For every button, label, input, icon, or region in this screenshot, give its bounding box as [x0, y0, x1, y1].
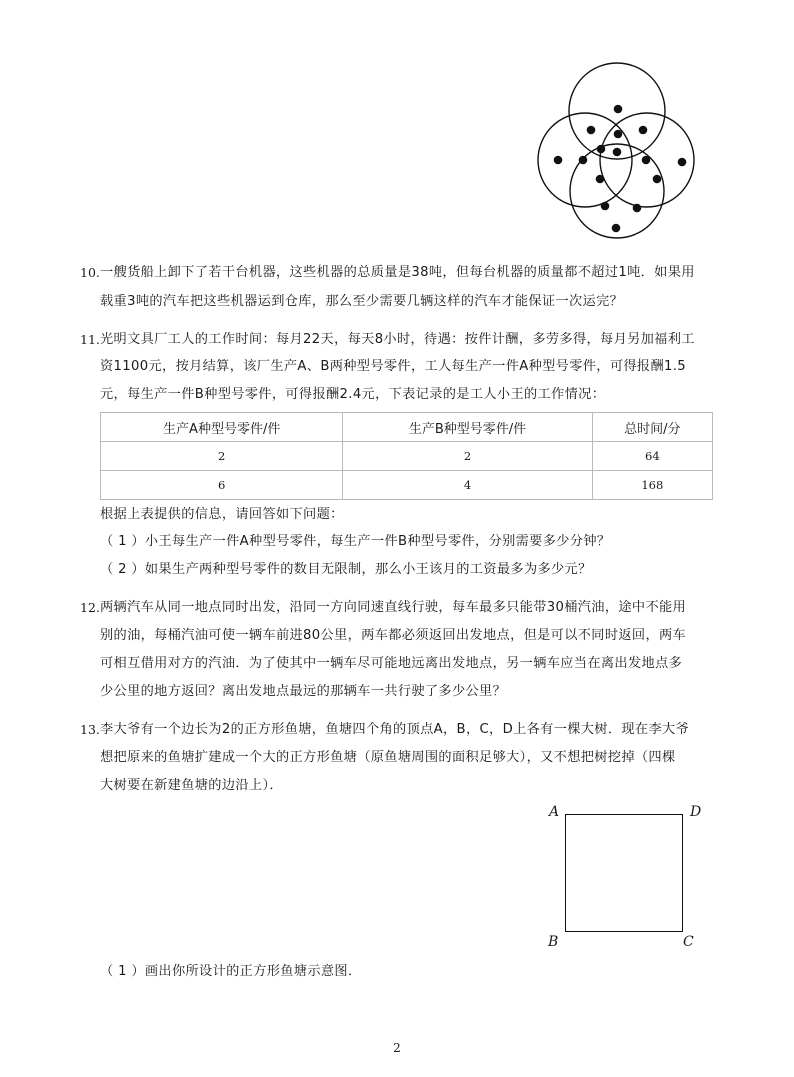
- question-11-number: 11.: [80, 332, 100, 347]
- table-header-row: [101, 413, 713, 442]
- vertex-label-c: C: [683, 934, 694, 950]
- question-12-line-3: 可相互借用对方的汽油．为了使其中一辆车尽可能地远离出发地点，另一辆车应当在离出发地点多: [100, 656, 683, 671]
- question-13-sub-1: （ 1 ）画出你所设计的正方形鱼塘示意图．: [100, 964, 362, 979]
- venn-dot: [597, 145, 606, 154]
- venn-dot: [633, 204, 642, 213]
- venn-diagram-figure: [530, 56, 702, 244]
- question-13-line-1: 李大爷有一个边长为2的正方形鱼塘，鱼塘四个角的顶点A，B，C，D上各有一棵大树．现在李大爷: [100, 722, 690, 737]
- venn-dot: [678, 158, 687, 167]
- table-cell: 2: [101, 442, 343, 471]
- vertex-label-b: B: [548, 934, 559, 950]
- table-row: [101, 471, 713, 500]
- question-13-number: 13.: [80, 722, 100, 737]
- question-11-sub-1: （ 1 ）小王每生产一件A种型号零件，每生产一件B种型号零件，分别需要多少分钟？: [100, 534, 611, 549]
- venn-dot: [613, 148, 622, 157]
- work-record-table: [100, 412, 713, 500]
- venn-dot: [614, 105, 623, 114]
- table-cell: 2: [343, 442, 592, 471]
- venn-dot: [639, 126, 648, 135]
- question-11-sub-2: （ 2 ）如果生产两种型号零件的数目无限制，那么小王该月的工资最多为多少元？: [100, 562, 592, 577]
- page-number: 2: [393, 1041, 401, 1055]
- table-cell: 4: [343, 471, 592, 500]
- question-11-line-3: 元，每生产一件B种型号零件，可得报酬2.4元，下表记录的是工人小王的工作情况：: [100, 387, 606, 402]
- question-10-line-1: 一艘货船上卸下了若干台机器，这些机器的总质量是38吨，但每台机器的质量都不超过1吨．如果用: [100, 265, 695, 280]
- question-11-line-1: 光明文具厂工人的工作时间：每月22天，每天8小时，待遇：按件计酬，多劳多得，每月另加福利工: [100, 332, 695, 347]
- question-13-line-3: 大树要在新建鱼塘的边沿上）．: [100, 778, 283, 793]
- square-pond-figure: [565, 814, 683, 932]
- vertex-label-a: A: [549, 804, 560, 820]
- table-row: [101, 442, 713, 471]
- venn-dot: [554, 156, 563, 165]
- venn-dot: [596, 175, 605, 184]
- venn-dot: [653, 175, 662, 184]
- table-header-cell: 总时间/分: [592, 413, 712, 442]
- venn-dot: [601, 202, 610, 211]
- table-cell: 6: [101, 471, 343, 500]
- venn-dot: [579, 156, 588, 165]
- table-header-cell: 生产B种型号零件/件: [343, 413, 592, 442]
- table-cell: 64: [592, 442, 712, 471]
- question-13-line-2: 想把原来的鱼塘扩建成一个大的正方形鱼塘（原鱼塘周围的面积足够大），又不想把树挖掉（四棵: [100, 750, 676, 765]
- vertex-label-d: D: [690, 804, 702, 820]
- question-10-line-2: 载重3吨的汽车把这些机器运到仓库，那么至少需要几辆这样的汽车才能保证一次运完？: [100, 294, 624, 309]
- question-12-number: 12.: [80, 600, 100, 615]
- question-12-line-2: 别的油，每桶汽油可使一辆车前进80公里，两车都必须返回出发地点，但是可以不同时返回，两车: [100, 628, 687, 643]
- question-11-line-2: 资1100元，按月结算，该厂生产A、B两种型号零件，工人每生产一件A种型号零件，可得报酬1.5: [100, 359, 687, 374]
- table-cell: 168: [592, 471, 712, 500]
- venn-dot: [642, 156, 651, 165]
- question-12-line-4: 少公里的地方返回？离出发地点最远的那辆车一共行驶了多少公里？: [100, 684, 507, 699]
- question-12-line-1: 两辆汽车从同一地点同时出发，沿同一方向同速直线行驶，每车最多只能带30桶汽油，途中不能用: [100, 600, 687, 615]
- venn-dot: [614, 130, 623, 139]
- question-10-number: 10.: [80, 265, 100, 280]
- venn-dot: [612, 224, 621, 233]
- question-11-prompt: 根据上表提供的信息，请回答如下问题：: [100, 507, 344, 522]
- table-header-cell: 生产A种型号零件/件: [101, 413, 343, 442]
- venn-dot: [587, 126, 596, 135]
